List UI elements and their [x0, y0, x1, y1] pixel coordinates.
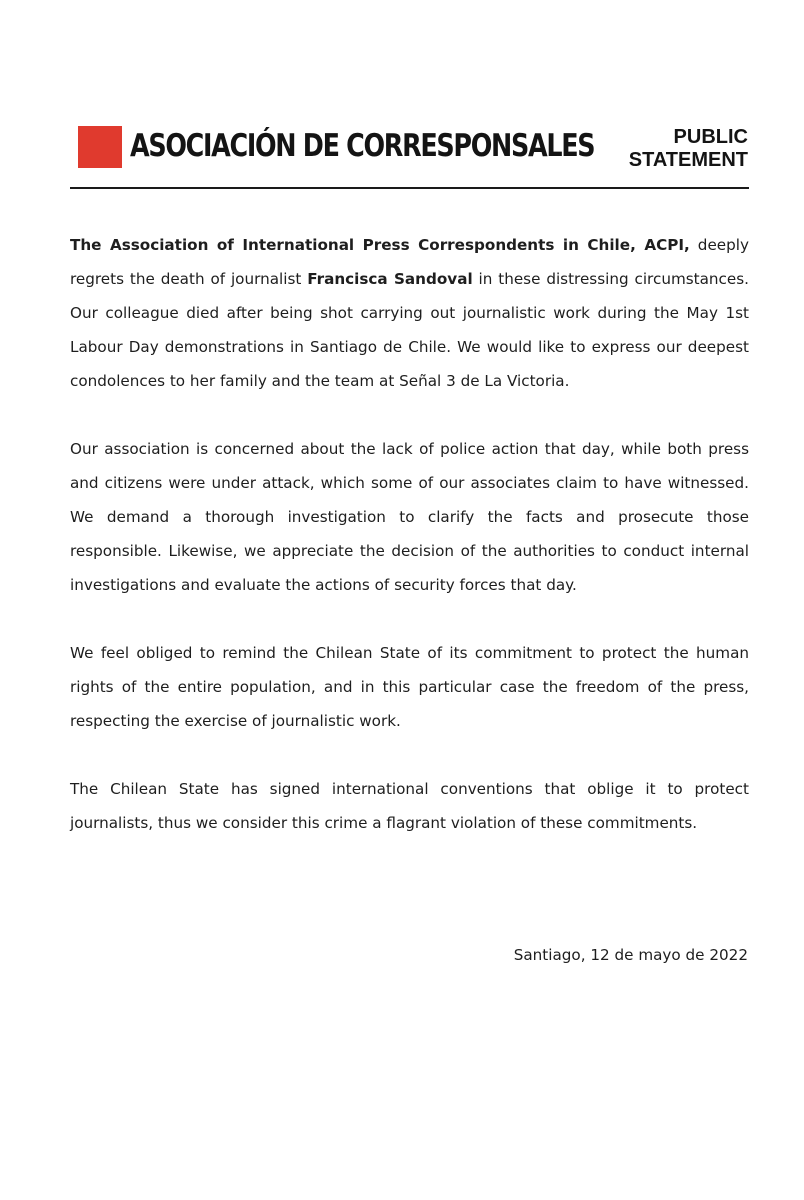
place-and-date: Santiago, 12 de mayo de 2022 [513, 946, 748, 964]
paragraph-4: The Chilean State has signed international conventions that oblige it to protect journalists, thus we consider this crime a flagrant violation of these commitments. [70, 780, 749, 832]
paragraph-2: Our association is concerned about the lack of police action that day, while both press and citizens were under attack, which some of our associates claim to have witnessed. We demand a thorough investigation to clarify the facts and prosecute those responsible. Likewise, we appreciate the decision of the authorities to conduct internal investigations and evaluate the actions of security forces that day. [70, 440, 749, 594]
paragraph-1-text-a: deeply regrets the death of journalist [70, 236, 749, 288]
logo-red-square [78, 126, 122, 168]
paragraph-1-text-b: in these distressing circumstances. Our colleague died after being shot carrying out journalistic work during the May 1st Labour Day demonstrations in Santiago de Chile. We would like to express our deepest condolences to her family and the team at Señal 3 de La Victoria. [70, 270, 749, 390]
paragraph-1 [70, 228, 749, 398]
header-divider [70, 187, 749, 189]
statement-label-line1: PUBLIC [673, 126, 748, 148]
statement-label [629, 126, 748, 172]
paragraph-1-bold-lead: The Association of International Press Correspondents in Chile, ACPI, [70, 236, 690, 254]
statement-body [70, 228, 749, 874]
paragraph-3: We feel obliged to remind the Chilean State of its commitment to protect the human rights of the entire population, and in this particular case the freedom of the press, respecting the exercise of journalistic work. [70, 644, 749, 730]
organization-name: ASOCIACIÓN DE CORRESPONSALES [130, 128, 595, 164]
statement-label-line2: STATEMENT [628, 149, 748, 171]
journalist-name: Francisca Sandoval [307, 270, 473, 288]
